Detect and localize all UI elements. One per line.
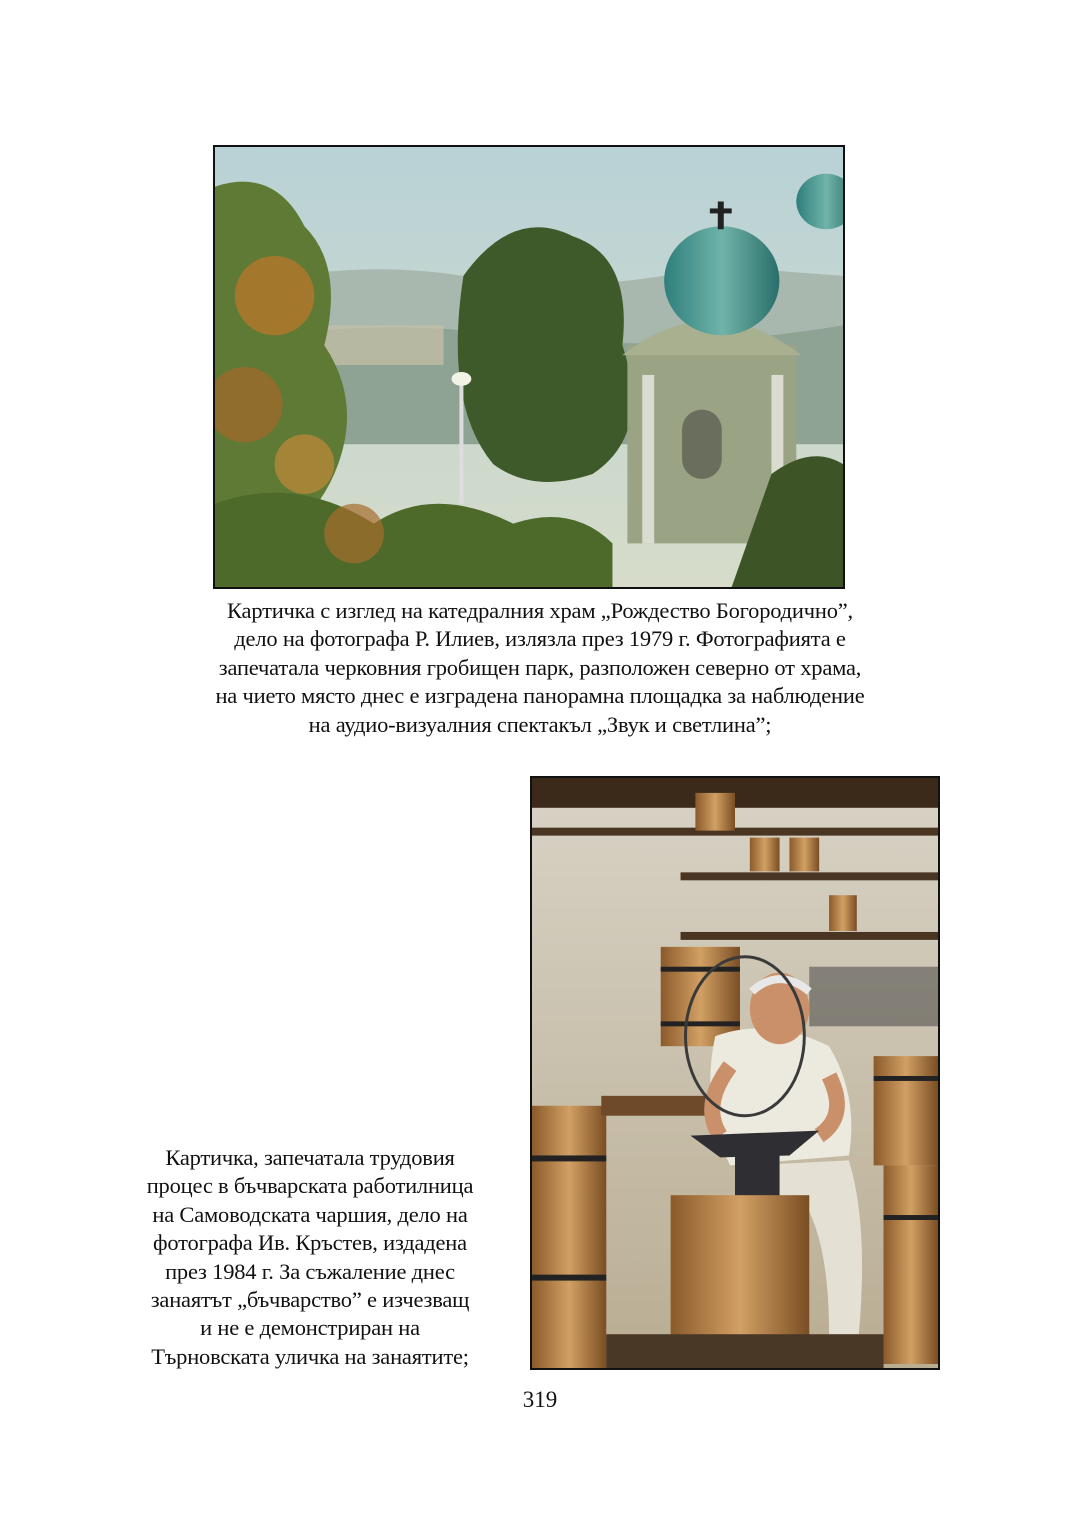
cooper-photo-caption: Картичка, запечатала трудовия процес в бъчварската работилница на Самоводската чаршия, дело на фотографа Ив. Кръстев, издадена през 1984 г. За съжаление днес занаятът „бъчварство” е изчезващ и не е демонстриран на Търновската уличка на занаятите; [146, 1145, 474, 1369]
page-number: 319 [522, 1387, 558, 1412]
church-photo-illustration [215, 147, 843, 587]
church-postcard-photo [213, 145, 845, 589]
church-photo-caption: Картичка с изглед на катедралния храм „Рождество Богородично”, дело на фотографа Р. Илиев, излязла през 1979 г. Фотографията е запечатала черковния гробищен парк, разположен северно от храма, на чието място днес е изградена панорамна площадка за наблюдение на аудио-визуалния спектакъл „Звук и светлина”; [215, 598, 865, 737]
cooper-workshop-photo [530, 776, 940, 1370]
cooper-photo-illustration [532, 778, 938, 1368]
